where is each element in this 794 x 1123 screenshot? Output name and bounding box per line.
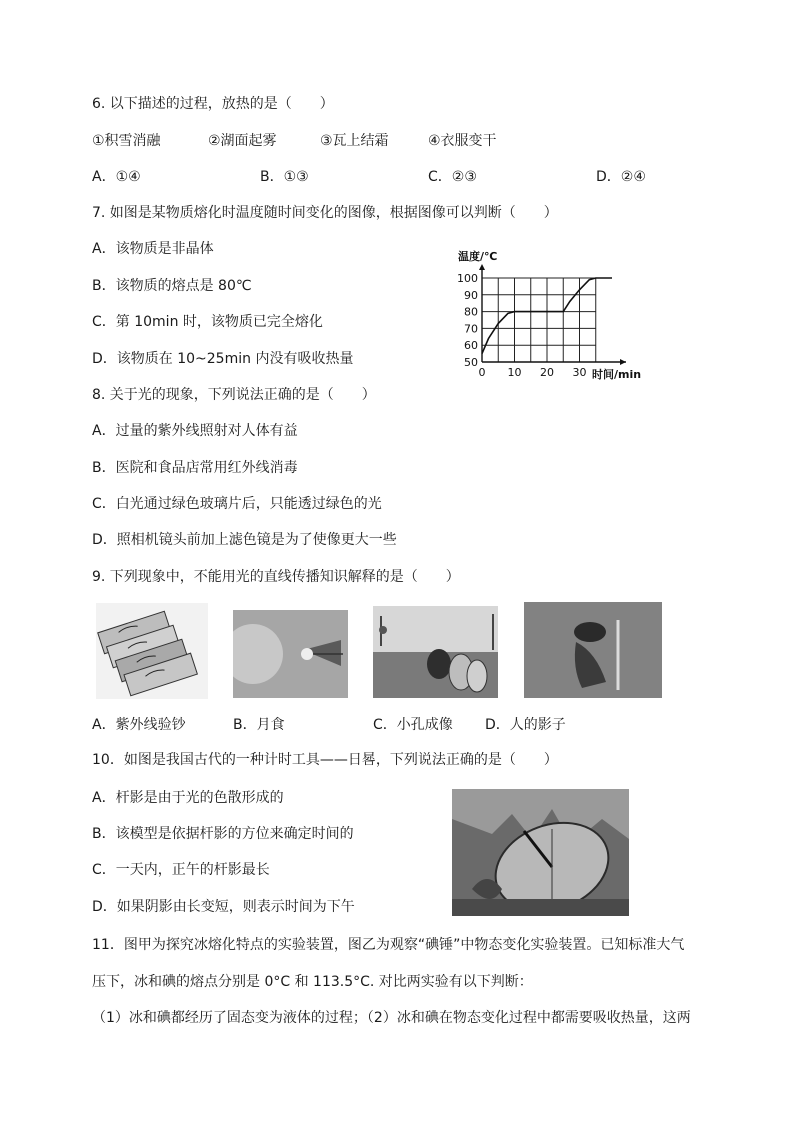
- y-tick-label: 60: [464, 339, 478, 353]
- banknote-photo: [96, 603, 208, 699]
- q9-option-b: B．月食: [233, 717, 285, 733]
- sundial-photo: [452, 789, 629, 916]
- q10-option-d: D．如果阴影由长变短，则表示时间为下午: [92, 899, 355, 915]
- x-tick-label: 20: [540, 366, 554, 379]
- x-axis-arrow: [620, 359, 626, 365]
- y-tick-label: 100: [457, 272, 478, 285]
- q6-stem: 6. 以下描述的过程，放热的是（ ）: [92, 96, 334, 112]
- q7-option-a: A．该物质是非晶体: [92, 241, 214, 257]
- q6-item-3: ③瓦上结霜: [320, 133, 389, 149]
- q9-option-c: C．小孔成像: [373, 717, 453, 733]
- y-tick-label: 50: [464, 356, 478, 369]
- q10-option-c: C．一天内，正午的杆影最长: [92, 862, 270, 878]
- q8-option-a: A．过量的紫外线照射对人体有益: [92, 423, 298, 439]
- q7-option-d: D．该物质在 10~25min 内没有吸收热量: [92, 351, 354, 367]
- q6-item-1: ①积雪消融: [92, 133, 161, 149]
- q7-option-c: C．第 10min 时，该物质已完全熔化: [92, 314, 323, 330]
- q7-stem: 7. 如图是某物质熔化时温度随时间变化的图像，根据图像可以判断（ ）: [92, 205, 558, 221]
- q10-option-a: A．杆影是由于光的色散形成的: [92, 790, 284, 806]
- q10-option-b: B．该模型是依据杆影的方位来确定时间的: [92, 826, 354, 842]
- chart-axes: [479, 264, 626, 365]
- y-tick-label: 90: [464, 288, 478, 302]
- q10-stem: 10．如图是我国古代的一种计时工具——日晷，下列说法正确的是（ ）: [92, 752, 558, 768]
- q8-option-c: C．白光通过绿色玻璃片后，只能透过绿色的光: [92, 496, 382, 512]
- y-axis-arrow: [479, 264, 485, 270]
- chart-x-axis-label: 时间/min: [592, 368, 642, 381]
- human-shadow-photo: [524, 602, 662, 698]
- q7-option-b: B．该物质的熔点是 80℃: [92, 278, 252, 294]
- q8-option-b: B．医院和食品店常用红外线消毒: [92, 460, 298, 476]
- x-tick-label: 10: [507, 366, 522, 379]
- q8-stem: 8. 关于光的现象，下列说法正确的是（ ）: [92, 387, 376, 403]
- q8-option-d: D．照相机镜头前加上滤色镜是为了使像更大一些: [92, 532, 397, 548]
- x-tick-label: 30: [572, 366, 587, 379]
- q6-item-2: ②湖面起雾: [208, 133, 277, 149]
- q6-option-a: A．①④: [92, 169, 141, 185]
- pinhole-imaging-photo: [373, 606, 498, 698]
- lunar-eclipse-photo: [233, 610, 348, 698]
- melting-chart: [452, 250, 682, 385]
- y-tick-label: 70: [464, 322, 478, 336]
- q11-line-2: 压下，冰和碘的熔点分别是 0°C 和 113.5°C. 对比两实验有以下判断：: [92, 974, 533, 990]
- q6-option-d: D．②④: [596, 169, 646, 185]
- q6-option-b: B．①③: [260, 169, 309, 185]
- q6-option-c: C．②③: [428, 169, 477, 185]
- q9-option-d: D．人的影子: [485, 717, 566, 733]
- q9-stem: 9. 下列现象中，不能用光的直线传播知识解释的是（ ）: [92, 569, 460, 585]
- q11-line-1: 11．图甲为探究冰熔化特点的实验装置，图乙为观察“碘锤”中物态变化实验装置。已知标准大气: [92, 937, 685, 953]
- chart-y-axis-label: 温度/℃: [458, 250, 498, 263]
- q9-option-a: A．紫外线验钞: [92, 717, 186, 733]
- chart-tick-labels: [457, 272, 587, 379]
- x-tick-label: 0: [478, 366, 486, 379]
- q6-item-4: ④衣服变干: [428, 133, 497, 149]
- y-tick-label: 80: [464, 305, 478, 319]
- q11-line-3: （1）冰和碘都经历了固态变为液体的过程；（2）冰和碘在物态变化过程中都需要吸收热量，这两: [92, 1010, 691, 1026]
